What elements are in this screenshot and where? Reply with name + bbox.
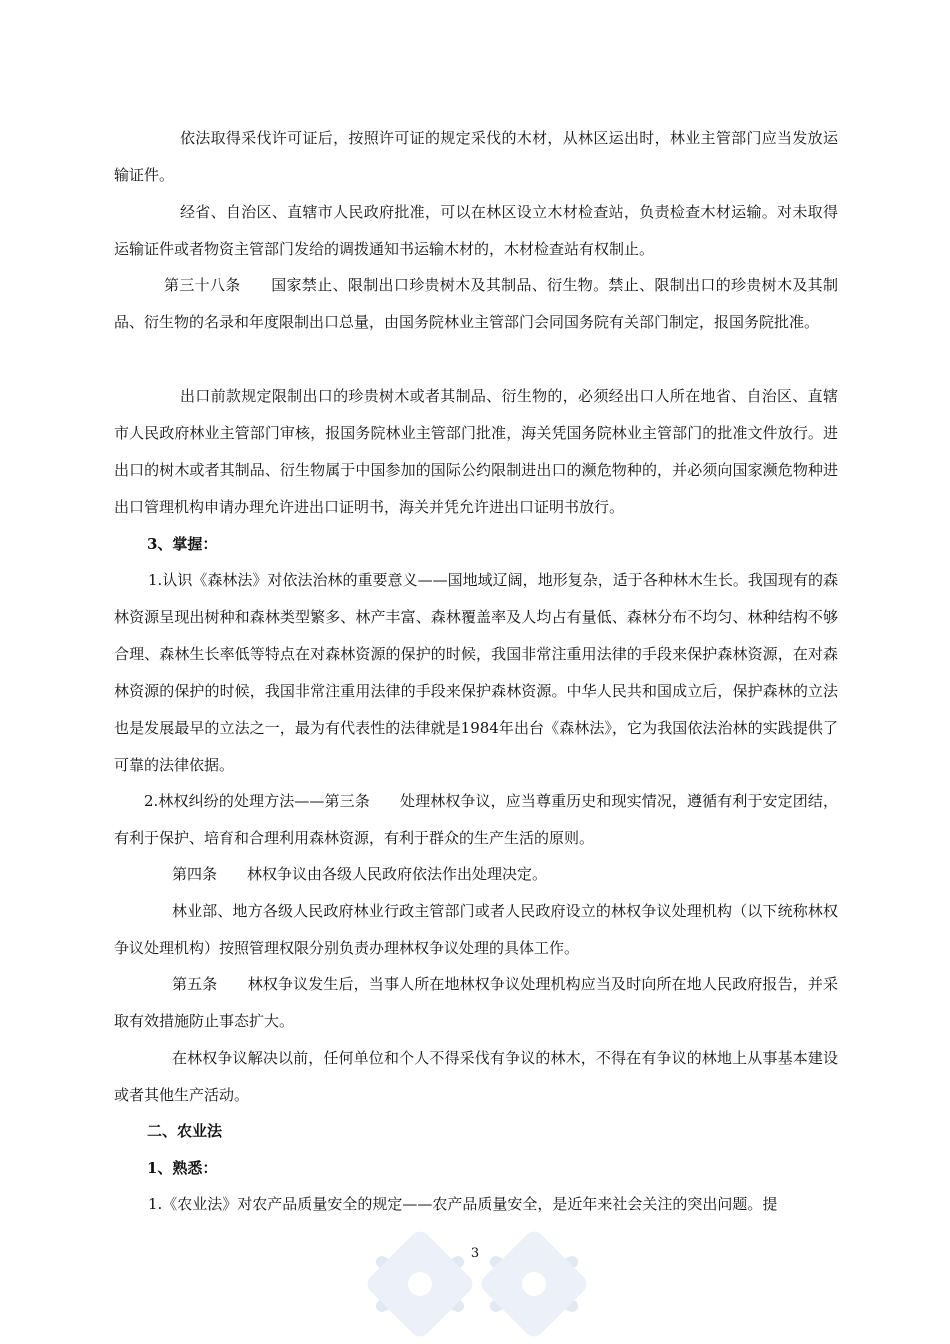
paragraph-article-5: 第五条 林权争议发生后，当事人所在地林权争议处理机构应当及时向所在地人民政府报告，并采取有效措施防止事态扩大。 bbox=[114, 975, 838, 1030]
section-heading-master: 3、掌握： bbox=[147, 535, 218, 553]
paragraph-dispute-agency: 林业部、地方各级人民政府林业行政主管部门或者人民政府设立的林权争议处理机构（以下统称林权争议处理机构）按照管理权限分别负责办理林权争议处理的具体工作。 bbox=[114, 902, 838, 957]
section-heading-familiarize: 1、熟悉： bbox=[147, 1159, 218, 1177]
paragraph-agriculture-quality: 1.《农业法》对农产品质量安全的规定——农产品质量安全，是近年来社会关注的突出问题。提 bbox=[148, 1195, 778, 1213]
paragraph-article-38: 第三十八条 国家禁止、限制出口珍贵树木及其制品、衍生物。禁止、限制出口的珍贵树木及其制品、衍生物的名录和年度限制出口总量，由国务院林业主管部门会同国务院有关部门制定，报国务院批准。 bbox=[114, 276, 838, 331]
page-number: 3 bbox=[470, 1246, 480, 1261]
paragraph-article-4: 第四条 林权争议由各级人民政府依法作出处理决定。 bbox=[172, 865, 548, 883]
paragraph-forest-dispute-methods: 2.林权纠纷的处理方法——第三条 处理林权争议，应当尊重历史和现实情况，遵循有利于安定团结，有利于保护、培育和合理利用森林资源，有利于群众的生产生活的原则。 bbox=[114, 792, 838, 847]
paragraph-before-resolution: 在林权争议解决以前，任何单位和个人不得采伐有争议的林木，不得在有争议的林地上从事基本建设或者其他生产活动。 bbox=[114, 1049, 838, 1104]
snowflake-watermark-icon bbox=[362, 1214, 592, 1344]
paragraph-export-approval: 出口前款规定限制出口的珍贵树木或者其制品、衍生物的，必须经出口人所在地省、自治区、直辖市人民政府林业主管部门审核，报国务院林业主管部门批准，海关凭国务院林业主管部门的批准文件放行。进出口的树木或者其制品、衍生物属于中国参加的国际公约限制进出口的濒危物种的，并必须向国家濒危物种进出口管理机构申请办理允许进出口证明书，海关并凭允许进出口证明书放行。 bbox=[114, 387, 838, 516]
paragraph-forest-law-significance: 1.认识《森林法》对依法治林的重要意义——国地域辽阔，地形复杂，适于各种林木生长。我国现有的森林资源呈现出树种和森林类型繁多、林产丰富、森林覆盖率及人均占有量低、森林分布不均匀、林种结构不够合理、森林生长率低等特点在对森林资源的保护的时候，我国非常注重用法律的手段来保护森林资源，在对森林资源的保护的时候，我国非常注重用法律的手段来保护森林资源。中华人民共和国成立后，保护森林的立法也是发展最早的立法之一，最为有代表性的法律就是1984年出台《森林法》，它为我国依法治林的实践提供了可靠的法律依据。 bbox=[114, 571, 838, 774]
section-heading-agriculture-law: 二、农业法 bbox=[147, 1122, 223, 1140]
paragraph-timber-checkpoint: 经省、自治区、直辖市人民政府批准，可以在林区设立木材检查站，负责检查木材运输。对未取得运输证件或者物资主管部门发给的调拨通知书运输木材的，木材检查站有权制止。 bbox=[114, 203, 838, 258]
paragraph-transport-certificate: 依法取得采伐许可证后，按照许可证的规定采伐的木材，从林区运出时，林业主管部门应当发放运输证件。 bbox=[114, 129, 838, 184]
